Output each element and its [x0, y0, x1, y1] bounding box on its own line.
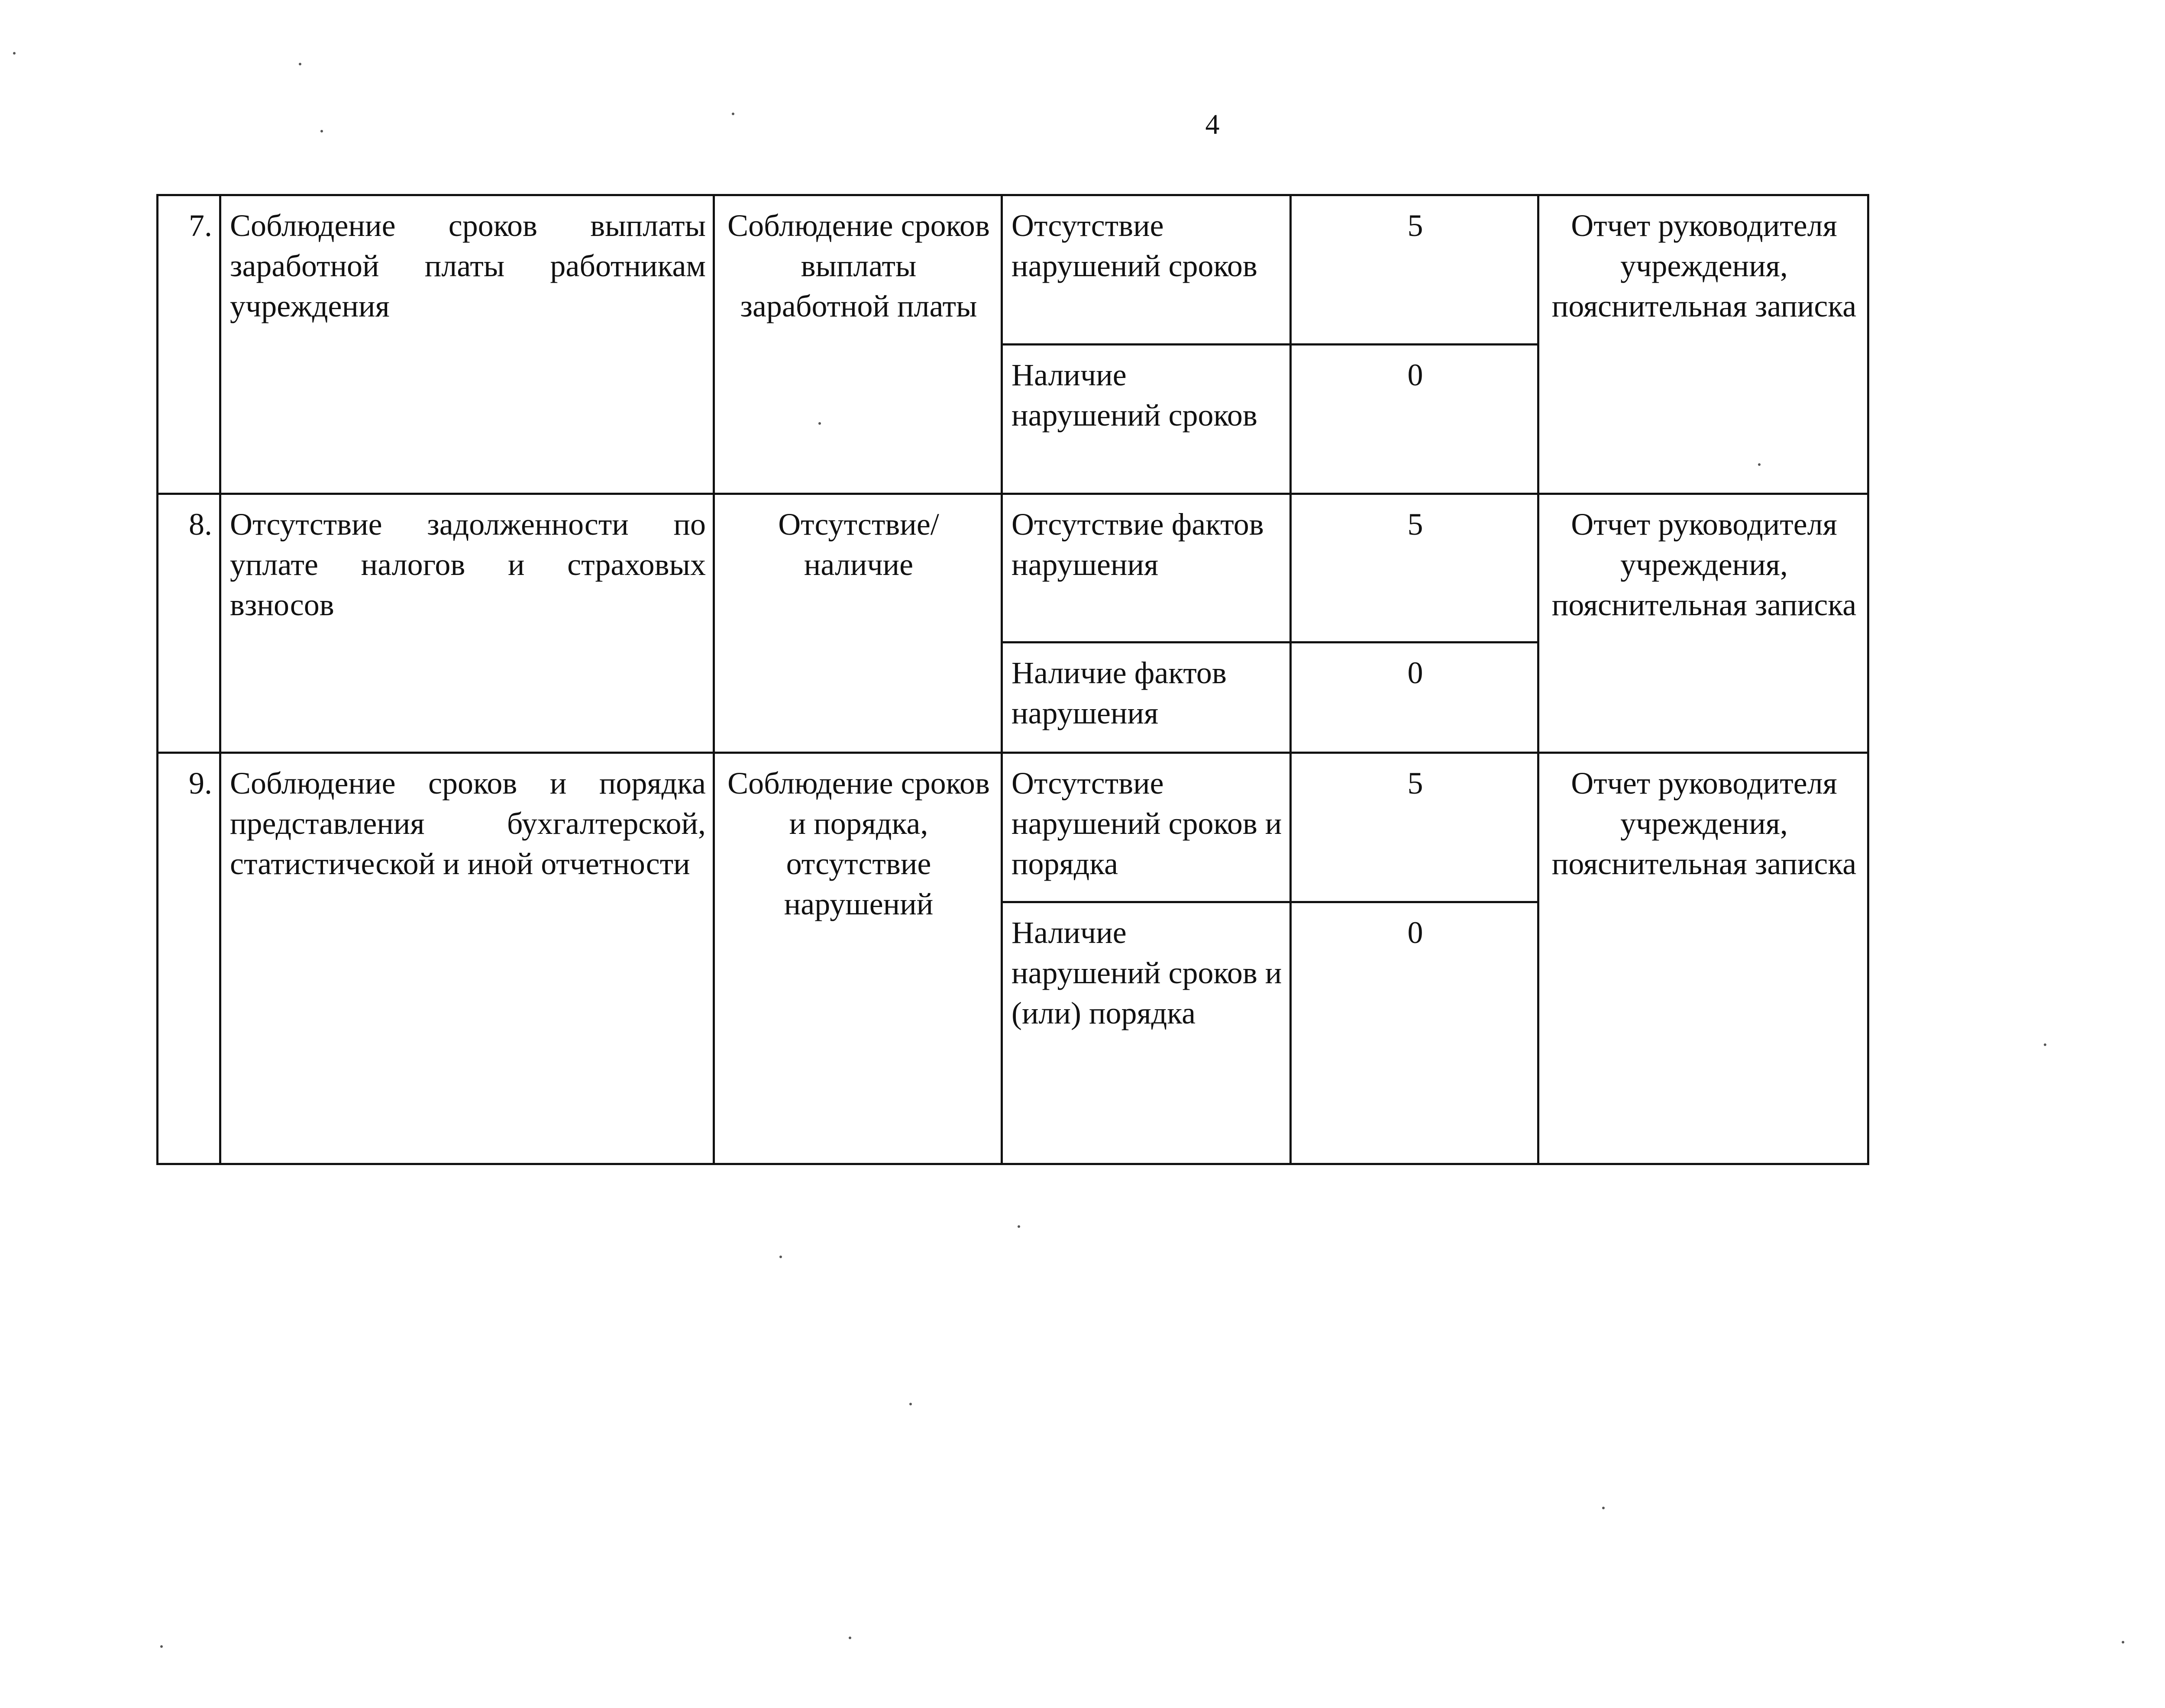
scan-speck [818, 422, 821, 425]
scan-speck [909, 1403, 912, 1405]
score-cell: 0 [1291, 643, 1538, 753]
scan-speck [779, 1256, 782, 1258]
option-cell: Отсутствие нарушений сроков [1002, 195, 1291, 345]
scan-speck [732, 113, 734, 115]
scan-speck [320, 130, 323, 132]
source-cell: Отчет руководителя учреждения, пояснительная записка [1538, 753, 1868, 1164]
criterion-cell: Соблюдение сроков выплаты заработной платы работникам учреждения [220, 195, 714, 494]
option-cell: Наличие нарушений сроков [1002, 345, 1291, 494]
option-cell: Отсутствие фактов нарушения [1002, 494, 1291, 643]
row-number: 7. [158, 195, 220, 494]
scan-speck [849, 1637, 851, 1639]
source-cell: Отчет руководителя учреждения, пояснительная записка [1538, 195, 1868, 494]
scan-speck [13, 52, 16, 55]
option-cell: Наличие фактов нарушения [1002, 643, 1291, 753]
row-number: 8. [158, 494, 220, 753]
scan-speck [299, 63, 301, 65]
option-cell: Отсутствие нарушений сроков и порядка [1002, 753, 1291, 902]
table-row-7 [158, 195, 1868, 345]
score-cell: 5 [1291, 494, 1538, 643]
row-number: 9. [158, 753, 220, 1164]
scan-speck [160, 1645, 163, 1648]
score-cell: 0 [1291, 345, 1538, 494]
condition-cell: Отсутствие/ наличие [714, 494, 1002, 753]
option-cell: Наличие нарушений сроков и (или) порядка [1002, 902, 1291, 1164]
scan-speck [1602, 1507, 1605, 1509]
table-row-9 [158, 753, 1868, 902]
scan-speck [1018, 1225, 1020, 1228]
criterion-cell: Отсутствие задолженности по уплате налогов и страховых взносов [220, 494, 714, 753]
scan-speck [2122, 1641, 2124, 1643]
criteria-table [156, 194, 1869, 1165]
score-cell: 0 [1291, 902, 1538, 1164]
score-cell: 5 [1291, 195, 1538, 345]
condition-cell: Соблюдение сроков и порядка, отсутствие нарушений [714, 753, 1002, 1164]
source-cell: Отчет руководителя учреждения, пояснительная записка [1538, 494, 1868, 753]
score-cell: 5 [1291, 753, 1538, 902]
table-row-8 [158, 494, 1868, 643]
condition-cell: Соблюдение сроков выплаты заработной платы [714, 195, 1002, 494]
scan-speck [1758, 463, 1761, 466]
scan-speck [2044, 1043, 2046, 1046]
criterion-cell: Соблюдение сроков и порядка представления бухгалтерской, статистической и иной отчетности [220, 753, 714, 1164]
page-number: 4 [1205, 109, 1220, 140]
